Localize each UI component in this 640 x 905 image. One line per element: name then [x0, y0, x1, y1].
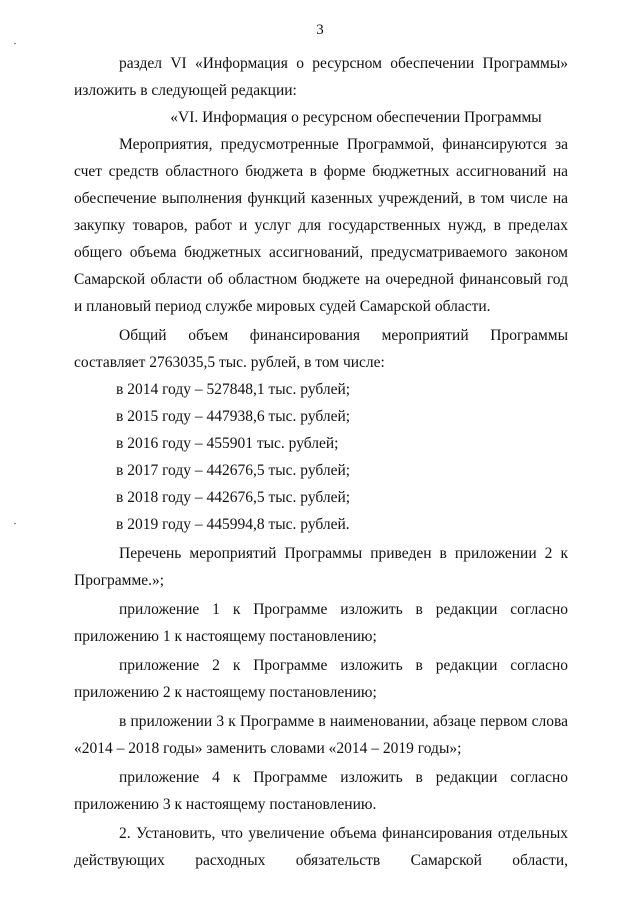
document-body: [74, 50, 568, 874]
page-number: 3: [316, 22, 324, 38]
paragraph-item-2: 2. Установить, что увеличение объема финансирования отдельных действующих расходных обязательств Самарской области,: [74, 825, 568, 869]
paragraph-appendix-3: в приложении 3 к Программе в наименовании, абзаце первом слова «2014 – 2018 годы» заменить словами «2014 – 2019 годы»;: [74, 713, 568, 757]
paragraph-funding-source: Мероприятия, предусмотренные Программой, финансируются за счет средств областного бюджета в форме бюджетных ассигнований на обеспечение выполнения функций казенных учреждений, в том числе на закупку товаров, работ и услуг для государственных нужд, в пределах общего объема бюджетных ассигнований, предусматриваемого законом Самарской области об областном бюджете на очередной финансовый год и плановый период службе мировых судей Самарской области.: [74, 136, 568, 315]
paragraph-appendix-2: приложение 2 к Программе изложить в редакции согласно приложению 2 к настоящему постановлению;: [74, 657, 568, 701]
scan-mark: [14, 523, 16, 524]
list-item-year: в 2015 году – 447938,6 тыс. рублей;: [116, 408, 351, 425]
paragraph-appendix-1: приложение 1 к Программе изложить в редакции согласно приложению 1 к настоящему постановлению;: [74, 601, 568, 645]
funding-by-year-list: [74, 376, 568, 538]
paragraph-appendix-4: приложение 4 к Программе изложить в редакции согласно приложению 3 к настоящему постановлению.: [74, 769, 568, 813]
list-item-year: в 2017 году – 442676,5 тыс. рублей;: [116, 462, 351, 479]
paragraph-section-vi-intro: раздел VI «Информация о ресурсном обеспечении Программы» изложить в следующей редакции:: [74, 55, 568, 99]
paragraph-total-funding: Общий объем финансирования мероприятий Программы составляет 2763035,5 тыс. рублей, в том числе:: [74, 327, 568, 371]
list-item-year: в 2018 году – 442676,5 тыс. рублей;: [116, 489, 351, 506]
scan-mark: [14, 43, 16, 44]
list-item-year: в 2016 году – 455901 тыс. рублей;: [116, 435, 339, 452]
list-item-year: в 2014 году – 527848,1 тыс. рублей;: [116, 381, 351, 398]
paragraph-measures-list: Перечень мероприятий Программы приведен в приложении 2 к Программе.»;: [74, 545, 568, 589]
list-item-year: в 2019 году – 445994,8 тыс. рублей.: [116, 516, 350, 533]
section-heading: «VI. Информация о ресурсном обеспечении Программы: [170, 109, 542, 126]
